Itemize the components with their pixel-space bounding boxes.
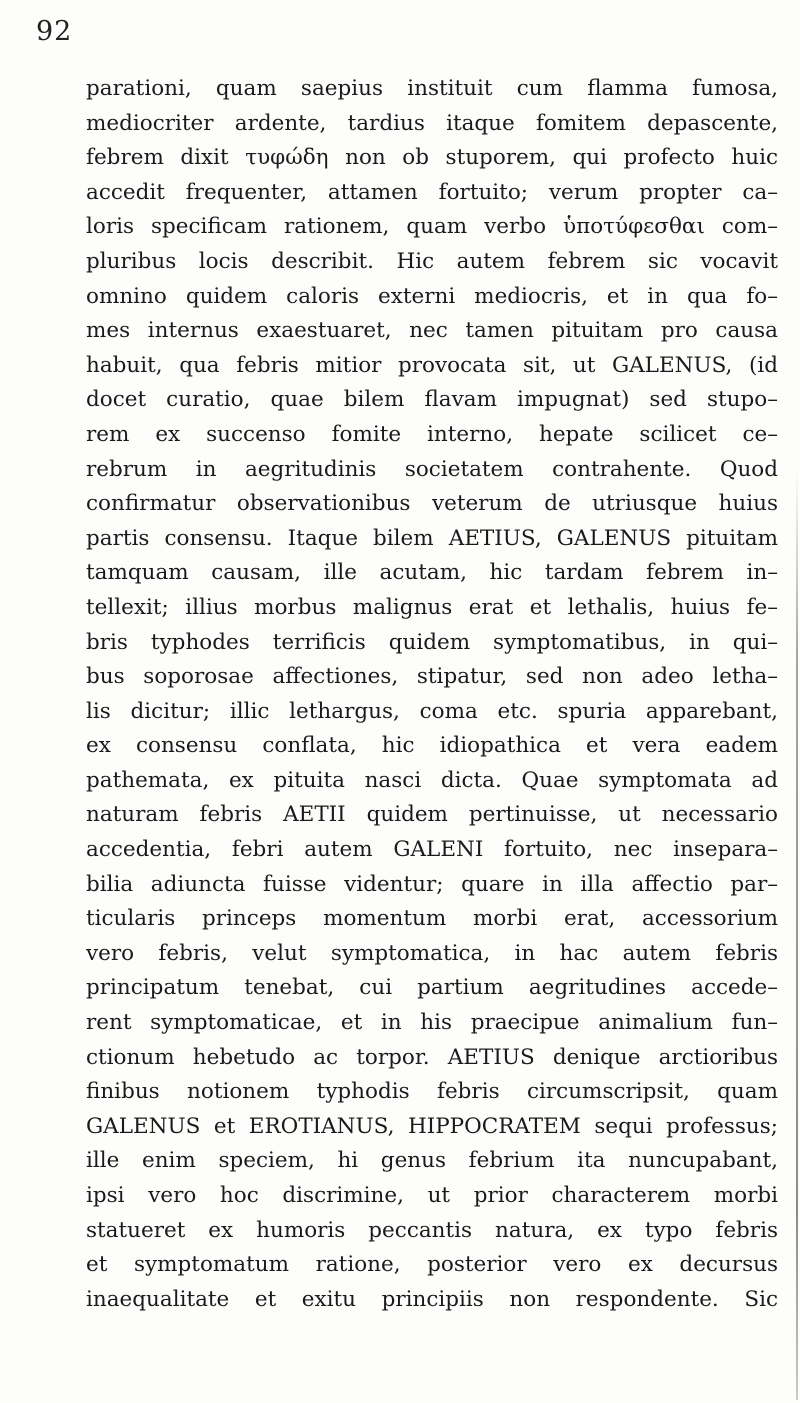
text-line: rebrum in aegritudinis societatem contrahente. Quod <box>86 456 778 482</box>
text-line: rent symptomaticae, et in his praecipue animalium fun– <box>86 1010 778 1036</box>
text-line: tamquam causam, ille acutam, hic tardam febrem in– <box>86 560 778 586</box>
text-line: mediocriter ardente, tardius itaque fomitem depascente, <box>86 110 778 136</box>
text-line: confirmatur observationibus veterum de utriusque huius <box>86 491 778 517</box>
page-edge-shadow <box>796 470 798 1400</box>
text-line: ipsi vero hoc discrimine, ut prior characterem morbi <box>86 1183 778 1208</box>
text-line: pluribus locis describit. Hic autem febrem sic vocavit <box>86 248 778 274</box>
text-line: febrem dixit τυφώδη non ob stuporem, qui profecto huic <box>86 145 778 171</box>
text-line: ctionum hebetudo ac torpor. AETIUS denique arctioribus <box>86 1044 778 1070</box>
text-line: omnino quidem caloris externi mediocris, et in qua fo– <box>86 283 778 309</box>
text-line: vero febris, velut symptomatica, in hac autem febris <box>86 940 778 966</box>
text-line: ille enim speciem, hi genus febrium ita nuncupabant, <box>86 1148 778 1174</box>
text-line: finibus notionem typhodis febris circumscripsit, quam <box>86 1079 778 1105</box>
text-line: principatum tenebat, cui partium aegritudines accede– <box>86 975 778 1001</box>
text-line: habuit, qua febris mitior provocata sit, ut GALENUS, (id <box>86 352 778 378</box>
text-line: partis consensu. Itaque bilem AETIUS, GALENUS pituitam <box>86 525 778 551</box>
body-text <box>86 72 778 1317</box>
text-line: ex consensu conflata, hic idiopathica et vera eadem <box>86 733 778 759</box>
text-line: GALENUS et EROTIANUS, HIPPOCRATEM sequi professus; <box>86 1113 778 1139</box>
text-line: pathemata, ex pituita nasci dicta. Quae symptomata ad <box>86 767 778 793</box>
text-line: et symptomatum ratione, posterior vero ex decursus <box>86 1252 778 1278</box>
text-line: rem ex succenso fomite interno, hepate scilicet ce– <box>86 421 778 447</box>
text-line: parationi, quam saepius instituit cum flamma fumosa, <box>86 76 778 101</box>
text-line: ticularis princeps momentum morbi erat, accessorium <box>86 906 778 932</box>
text-line: lis dicitur; illic lethargus, coma etc. spuria apparebant, <box>86 698 778 724</box>
text-line: accedit frequenter, attamen fortuito; verum propter ca– <box>86 179 778 205</box>
text-line: statueret ex humoris peccantis natura, ex typo febris <box>86 1217 778 1243</box>
page-number: 92 <box>36 16 73 47</box>
text-line: bus soporosae affectiones, stipatur, sed non adeo letha– <box>86 664 778 690</box>
text-line: bilia adiuncta fuisse videntur; quare in illa affectio par– <box>86 871 778 897</box>
text-line: inaequalitate et exitu principiis non respondente. Sic <box>86 1286 778 1312</box>
text-line: naturam febris AETII quidem pertinuisse, ut necessario <box>86 802 778 828</box>
text-line: bris typhodes terrificis quidem symptomatibus, in qui– <box>86 629 778 655</box>
text-line: mes internus exaestuaret, nec tamen pituitam pro causa <box>86 318 778 344</box>
text-line: loris specificam rationem, quam verbo ὑποτύφεσθαι com– <box>86 214 778 240</box>
text-line: tellexit; illius morbus malignus erat et lethalis, huius fe– <box>86 594 778 620</box>
text-line: accedentia, febri autem GALENI fortuito, nec insepara– <box>86 837 778 863</box>
text-line: docet curatio, quae bilem flavam impugnat) sed stupo– <box>86 387 778 413</box>
